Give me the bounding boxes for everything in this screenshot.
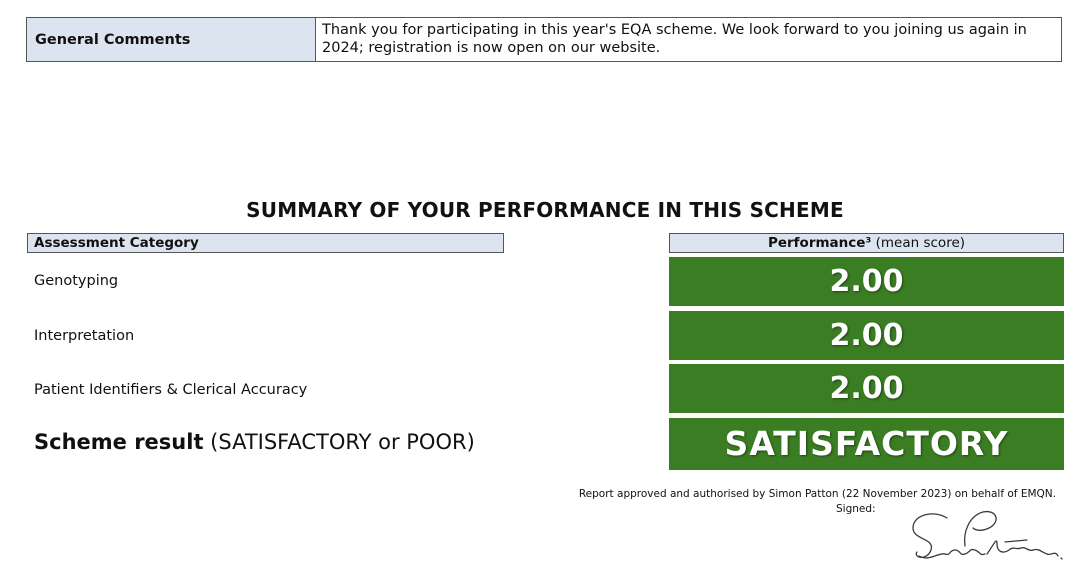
scheme-result-value: SATISFACTORY	[669, 418, 1064, 470]
assessment-category-header: Assessment Category	[27, 233, 504, 253]
signature-image	[905, 506, 1065, 570]
general-comments-text: Thank you for participating in this year's EQA scheme. We look forward to you joining us again in 2024; registration is now open on our website.	[322, 22, 1027, 56]
category-interpretation: Interpretation	[34, 328, 135, 344]
scheme-result-label-suffix: (SATISFACTORY or POOR)	[203, 430, 475, 454]
performance-header-bold: Performance³	[767, 235, 872, 251]
summary-title: SUMMARY OF YOUR PERFORMANCE IN THIS SCHEME	[246, 198, 844, 222]
general-comments-label: General Comments	[27, 18, 316, 61]
scheme-result-label-bold: Scheme result	[34, 430, 204, 454]
performance-header-suffix: (mean score)	[871, 235, 966, 251]
signed-label: Signed:	[836, 503, 876, 515]
score-patient-identifiers: 2.00	[669, 364, 1064, 413]
category-patient-identifiers: Patient Identifiers & Clerical Accuracy	[34, 382, 308, 398]
approval-statement: Report approved and authorised by Simon Patton (22 November 2023) on behalf of EMQN.	[578, 488, 1056, 500]
performance-header	[669, 233, 1064, 253]
scheme-result-label	[34, 430, 475, 454]
general-comments-table	[26, 17, 1062, 62]
score-interpretation: 2.00	[669, 311, 1064, 360]
category-genotyping: Genotyping	[34, 273, 119, 289]
score-genotyping: 2.00	[669, 257, 1064, 306]
